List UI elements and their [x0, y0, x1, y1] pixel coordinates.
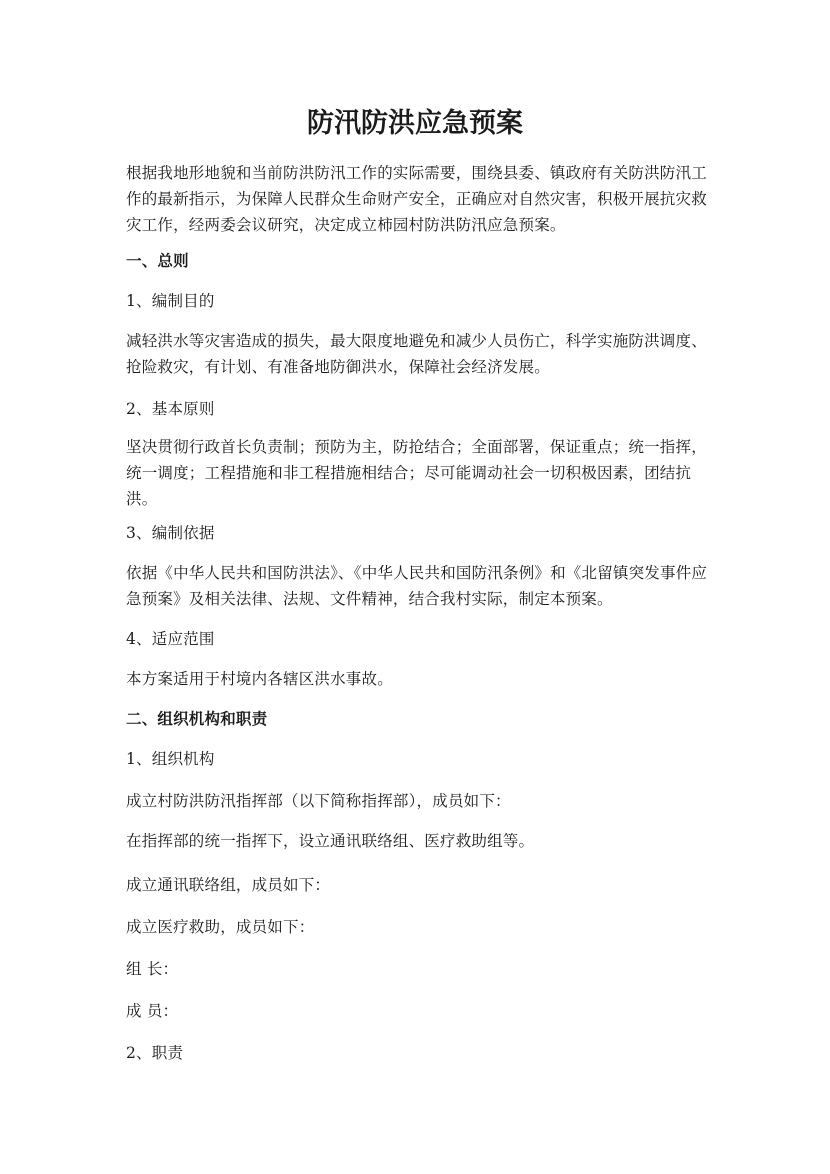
paragraph: 坚决贯彻行政首长负责制；预防为主，防抢结合；全面部署，保证重点；统一指挥，统一调度；工程措施和非工程措施相结合；尽可能调动社会一切积极因素，团结抗洪。	[126, 438, 707, 508]
subsection-title: 1、编制目的	[126, 292, 215, 310]
paragraph: 依据《中华人民共和国防洪法》、《中华人民共和国防汛条例》和《北留镇突发事件应急预案》及相关法律、法规、文件精神，结合我村实际，制定本预案。	[126, 564, 708, 608]
paragraph: 减轻洪水等灾害造成的损失，最大限度地避免和减少人员伤亡，科学实施防洪调度、抢险救灾，有计划、有准备地防御洪水，保障社会经济发展。	[126, 332, 707, 376]
subsection-title: 2、基本原则	[126, 400, 215, 418]
paragraph: 本方案适用于村境内各辖区洪水事故。	[126, 670, 393, 688]
paragraph: 成立通讯联络组，成员如下：	[126, 876, 331, 894]
section-heading: 二、组织机构和职责	[126, 710, 268, 728]
subsection-title: 3、编制依据	[126, 524, 215, 542]
document-title: 防汛防洪应急预案	[307, 108, 523, 139]
subsection-title: 1、组织机构	[126, 750, 215, 768]
subsection-title: 2、职责	[126, 1044, 184, 1062]
intro-paragraph: 根据我地形地貌和当前防洪防汛工作的实际需要，围绕县委、镇政府有关防洪防汛工作的最新指示，为保障人民群众生命财产安全，正确应对自然灾害，积极开展抗灾救灾工作，经两委会议研究，决定成立柿园村防洪防汛应急预案。	[126, 164, 707, 234]
paragraph: 在指挥部的统一指挥下，设立通讯联络组、医疗救助组等。	[126, 832, 535, 850]
paragraph: 成立医疗救助，成员如下：	[126, 918, 315, 936]
paragraph: 成 员：	[126, 1002, 179, 1020]
section-heading: 一、总则	[126, 252, 189, 270]
paragraph: 成立村防洪防汛指挥部（以下简称指挥部），成员如下：	[126, 792, 511, 810]
paragraph: 组 长：	[126, 960, 179, 978]
subsection-title: 4、适应范围	[126, 630, 215, 648]
